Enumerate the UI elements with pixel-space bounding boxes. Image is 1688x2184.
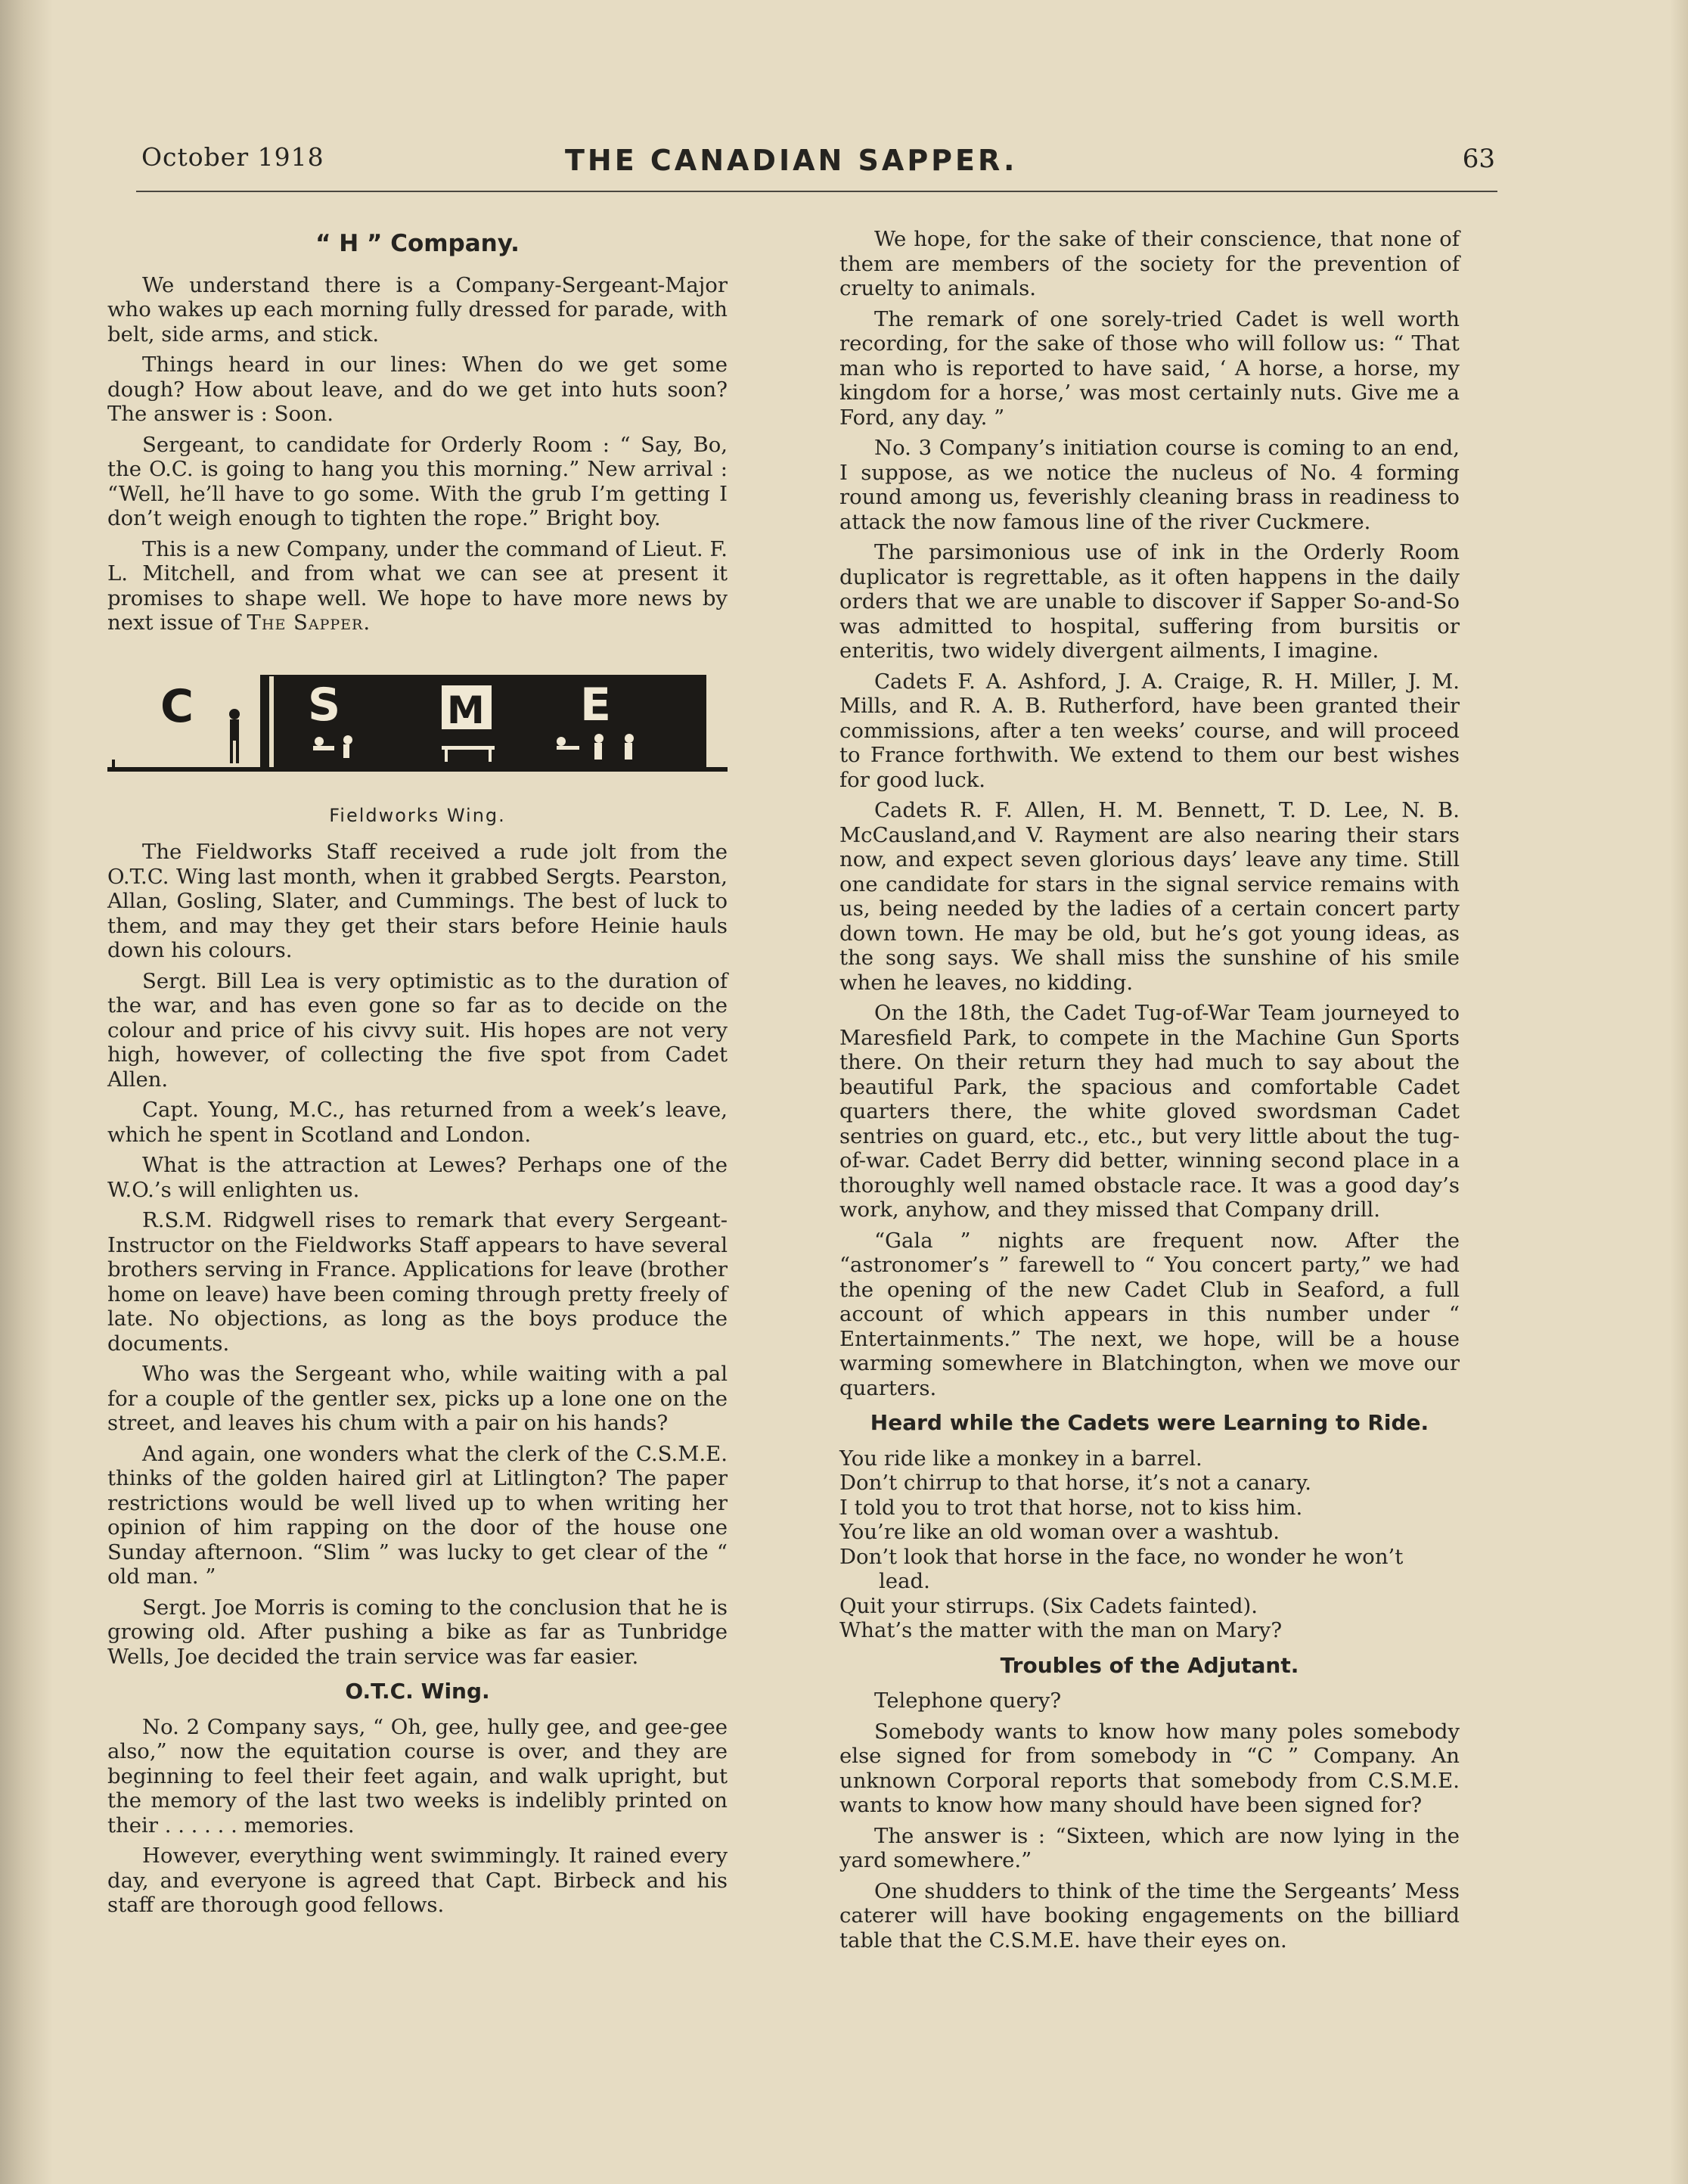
riding-line: You ride like a monkey in a barrel. xyxy=(839,1446,1202,1471)
adjutant-paragraph: One shudders to think of the time the Sergeants’ Mess caterer will have booking engagements on the billiard table that the C.S.M.E. have their eyes on. xyxy=(839,1878,1460,1953)
fieldworks-paragraph: What is the attraction at Lewes? Perhaps one of the W.O.’s will enlighten us. xyxy=(107,1153,728,1202)
logo-letter-e: E xyxy=(580,678,611,732)
riding-line: You’re like an old woman over a washtub. xyxy=(839,1520,1280,1544)
right-paragraph: No. 3 Company’s initiation course is coming to an end, I suppose, as we notice the nucleus of No. 4 forming round among us, feverishly cleaning brass in readiness to attack the now famous line of the river Cuckmere. xyxy=(839,436,1460,534)
page-number: 63 xyxy=(1462,144,1495,174)
right-paragraph: Cadets R. F. Allen, H. M. Bennett, T. D. Lee, N. B. McCausland,and V. Rayment are also nearing their stars now, and expect seven glorious days’ leave any time. Still one candidate for stars in the signal service remains with us, being needed by the ladies of a certain concert party down town. He may be old, but he’s got young ideas, as the song says. We shall miss the sunshine of his smile when he leaves, no kidding. xyxy=(839,798,1460,995)
right-column xyxy=(839,227,1460,1959)
fieldworks-paragraph: Sergt. Bill Lea is very optimistic as to the duration of the war, and has even gone so far as to decide on the colour and price of his civvy suit. His hopes are not very high, however, of collecting the five spot from Cadet Allen. xyxy=(107,968,728,1092)
left-column xyxy=(107,227,728,1924)
csme-logo xyxy=(107,669,728,797)
fieldworks-paragraph: Capt. Young, M.C., has returned from a week’s leave, which he spent in Scotland and London. xyxy=(107,1098,728,1147)
right-paragraph: On the 18th, the Cadet Tug-of-War Team journeyed to Maresfield Park, to compete in the Machine Gun Sports there. On their return they had much to say about the beautiful Park, the spacious and comfortable Cadet quarters there, the white gloved swordsman Cadet sentries on guard, etc., etc., but very little about the tug-of-war. Cadet Berry did better, winning second place in a thoroughly well named obstacle race. It was a good day’s work, anyhow, and they missed that Company drill. xyxy=(839,1001,1460,1222)
fieldworks-paragraph: And again, one wonders what the clerk of the C.S.M.E. thinks of the golden haired girl at Litlington? The paper restrictions would be well lived up to when writing her opinion of him rapping on the door of the house one Sunday afternoon. “Slim ” was lucky to get clear of the “ old man. ” xyxy=(107,1441,728,1589)
h-company-paragraph xyxy=(107,537,728,635)
logo-figure-sentry xyxy=(229,709,240,763)
fieldworks-paragraph: Sergt. Joe Morris is coming to the conclusion that he is growing old. After pushing a bike as far as Tunbridge Wells, Joe decided the train service was far easier. xyxy=(107,1595,728,1669)
publication-title: THE CANADIAN SAPPER. xyxy=(565,144,1018,177)
right-paragraph: “Gala ” nights are frequent now. After the “astronomer’s ” farewell to “ You concert party,” we had the opening of the new Cadet Club in Seaford, a full account of which appears in this number under “ Entertainments.” The next, we hope, will be a house warming somewhere in Blatchington, when we move our quarters. xyxy=(839,1228,1460,1400)
logo-letter-m: M xyxy=(447,688,485,732)
right-paragraph: We hope, for the sake of their conscience, that none of them are members of the society for the prevention of cruelty to animals. xyxy=(839,227,1460,300)
h-company-paragraph: Things heard in our lines: When do we get some dough? How about leave, and do we get into huts soon? The answer is : Soon. xyxy=(107,353,728,426)
otc-wing-paragraph: However, everything went swimmingly. It rained every day, and everyone is agreed that Capt. Birbeck and his staff are thorough good fellows. xyxy=(107,1844,728,1917)
csme-logo-graphic xyxy=(107,669,728,797)
fieldworks-paragraph: Who was the Sergeant who, while waiting with a pal for a couple of the gentler sex, picks up a lone one on the street, and leaves his chum with a pair on his hands? xyxy=(107,1362,728,1435)
riding-list xyxy=(839,1446,1460,1643)
page-header xyxy=(141,142,1495,182)
header-rule xyxy=(136,191,1497,192)
fieldworks-paragraph: R.S.M. Ridgwell rises to remark that every Sergeant-Instructor on the Fieldworks Staff appears to have several brothers serving in France. Applications for leave (brother home on leave) have been coming through pretty freely of late. No objections, as long as the boys produce the documents. xyxy=(107,1208,728,1356)
riding-line: I told you to trot that horse, not to kiss him. xyxy=(839,1495,1303,1520)
h-company-paragraph: Sergeant, to candidate for Orderly Room : “ Say, Bo, the O.C. is going to hang you this morning.” New arrival : “Well, he’ll have to go some. With the grub I’m getting I don’t weigh enough to tighten the rope.” Bright boy. xyxy=(107,432,728,530)
fieldworks-heading: Fieldworks Wing. xyxy=(329,804,506,826)
h-company-last-text: This is a new Company, under the command of Lieut. F. L. Mitchell, and from what we can see at present it promises to shape well. We hope to have more news by next issue of xyxy=(107,536,728,635)
right-paragraph: The parsimonious use of ink in the Orderly Room duplicator is regrettable, as it often happens in the daily orders that we are unable to discover if Sapper So-and-So was admitted to hospital, suffering from bursitis or enteritis, two widely divergent ailments, I imagine. xyxy=(839,540,1460,663)
riding-line: Don’t look that horse in the face, no wonder he won’t lead. xyxy=(839,1544,1404,1593)
logo-letter-c: C xyxy=(160,679,194,733)
otc-wing-paragraph: No. 2 Company says, “ Oh, gee, hully gee, and gee-gee also,” now the equitation course is over, and they are beginning to feel their feet again, and walk upright, but the memory of the last two weeks is indelibly printed on their . . . . . . memories. xyxy=(107,1714,728,1838)
page-left-edge xyxy=(0,0,53,2184)
riding-line: Don’t chirrup to that horse, it’s not a canary. xyxy=(839,1471,1312,1495)
h-company-paragraph: We understand there is a Company-Sergeant-Major who wakes up each morning fully dressed for parade, with belt, side arms, and stick. xyxy=(107,272,728,346)
h-company-heading: “ H ” Company. xyxy=(315,230,520,257)
otc-wing-heading: O.T.C. Wing. xyxy=(345,1679,490,1704)
right-paragraph: The remark of one sorely-tried Cadet is well worth recording, for the sake of those who will follow us: “ That man who is reported to have said, ‘ A horse, a horse, my kingdom for a horse,’ was most certainly nuts. Give me a Ford, any day. ” xyxy=(839,306,1460,430)
adjutant-paragraph: The answer is : “Sixteen, which are now lying in the yard somewhere.” xyxy=(839,1823,1460,1872)
sapper-ref: The Sapper. xyxy=(247,610,371,635)
logo-letter-s: S xyxy=(308,678,341,732)
fieldworks-paragraph: The Fieldworks Staff received a rude jolt from the O.T.C. Wing last month, when it grabbed Sergts. Pearston, Allan, Gosling, Slater, and Cummings. The best of luck to them, and may they get their stars before Heinie hauls down his colours. xyxy=(107,840,728,962)
riding-line: Quit your stirrups. (Six Cadets fainted). xyxy=(839,1593,1258,1618)
right-paragraph: Cadets F. A. Ashford, J. A. Craige, R. H. Miller, J. M. Mills, and R. A. B. Rutherford, have been granted their commissions, after a ten weeks’ course, and will proceed to France forthwith. We extend to them our best wishes for good luck. xyxy=(839,669,1460,792)
riding-line: What’s the matter with the man on Mary? xyxy=(839,1618,1283,1642)
riding-heading: Heard while the Cadets were Learning to Ride. xyxy=(870,1410,1429,1435)
adjutant-paragraph: Telephone query? xyxy=(874,1688,1062,1713)
issue-date: October 1918 xyxy=(141,142,324,172)
adjutant-paragraph: Somebody wants to know how many poles somebody else signed for from somebody in “C ” Company. An unknown Corporal reports that somebody from C.S.M.E. wants to know how many should have been signed for? xyxy=(839,1719,1460,1817)
adjutant-heading: Troubles of the Adjutant. xyxy=(1000,1652,1299,1678)
page-right-edge xyxy=(1670,0,1688,2184)
